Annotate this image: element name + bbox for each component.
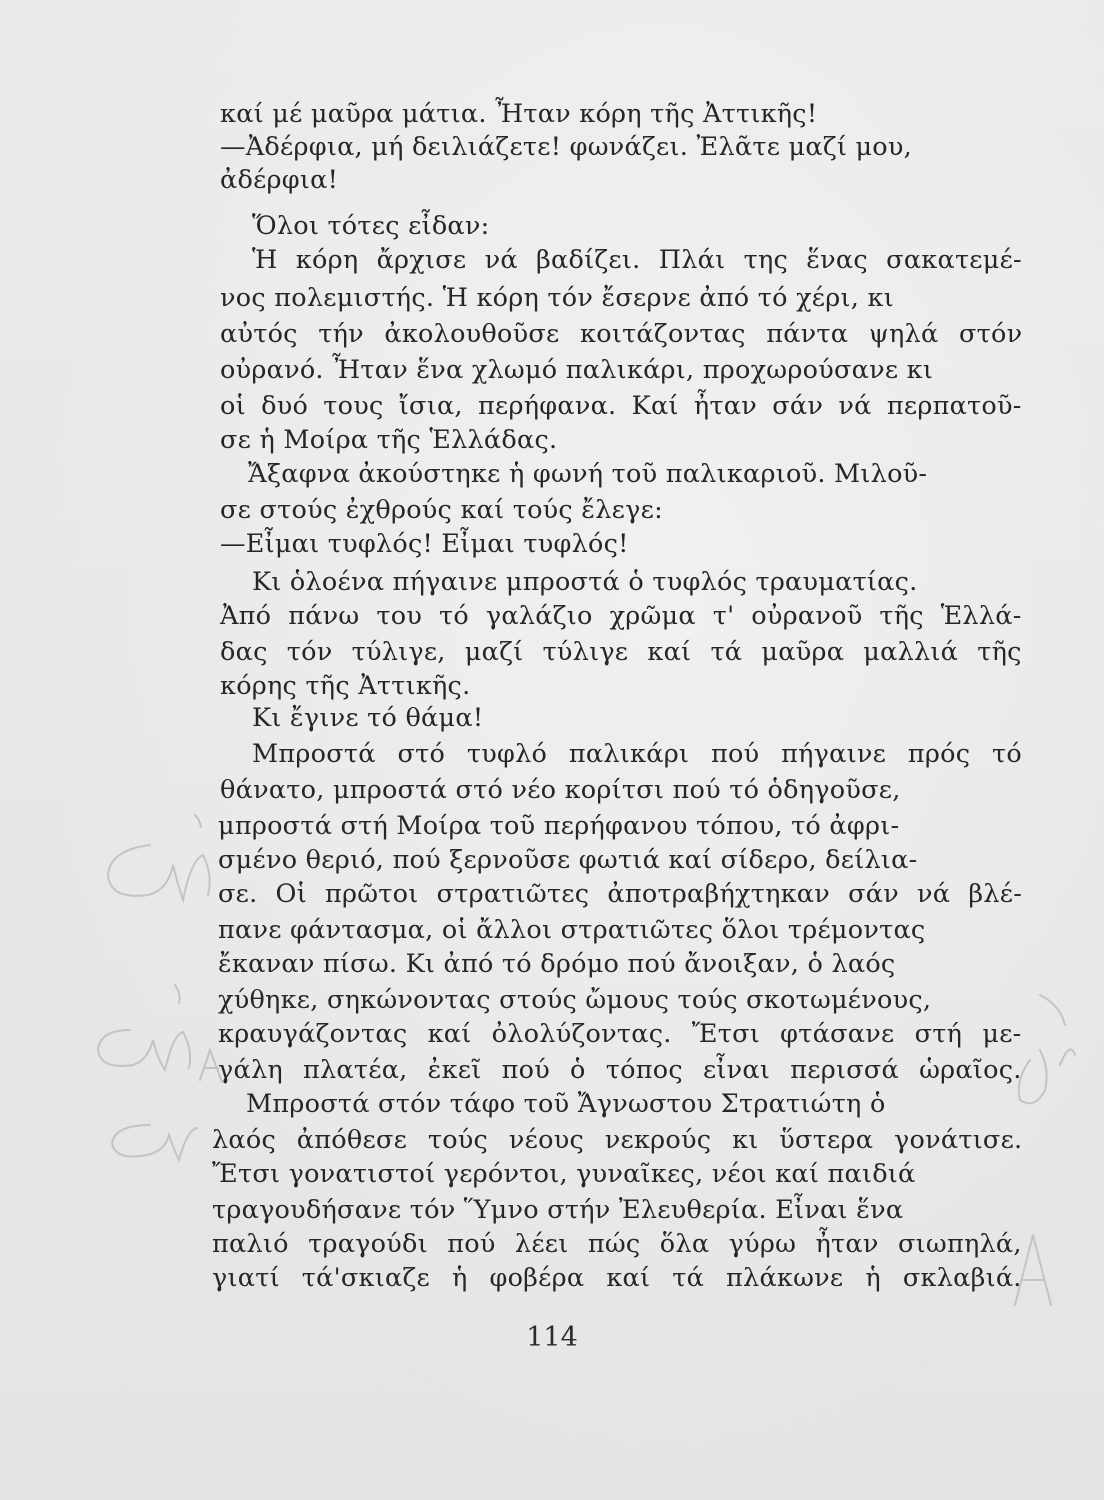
text-line: μπροστά στή Μοίρα τοῦ περήφανου τόπου, τό ἀφρι- — [218, 811, 900, 841]
text-line: —Ἀδέρφια, μή δειλιάζετε! φωνάζει. Ἐλᾶτε μαζί μου, — [220, 132, 913, 162]
text-line: θάνατο, μπροστά στό νέο κορίτσι πού τό ὁδηγοῦσε, — [220, 775, 901, 805]
pencil-mark-right-2 — [1040, 995, 1065, 1025]
text-line: Μπροστά στόν τάφο τοῦ Ἄγνωστου Στρατιώτη ὁ — [246, 1089, 886, 1119]
text-line: νος πολεμιστής. Ἡ κόρη τόν ἔσερνε ἀπό τό χέρι, κι — [220, 283, 894, 313]
text-line: ἔκαναν πίσω. Κι ἀπό τό δρόμο πού ἄνοιξαν, ὁ λαός — [218, 949, 896, 979]
text-line: Ἡ κόρη ἄρχισε νά βαδίζει. Πλάι της ἕνας σακατεμέ- — [252, 245, 1022, 275]
text-line: πανε φάντασμα, οἱ ἄλλοι στρατιῶτες ὅλοι τρέμοντας — [218, 915, 926, 945]
pencil-mark-right-3 — [1060, 1049, 1075, 1065]
text-line: Ἀπό πάνω του τό γαλάζιο χρῶμα τ' οὐρανοῦ τῆς Ἑλλά- — [220, 601, 1022, 631]
text-line: γάλη πλατέα, ἐκεῖ πού ὁ τόπος εἶναι περισσά ὡραῖος. — [218, 1055, 1022, 1085]
text-line: Κι ὁλοένα πήγαινε μπροστά ὁ τυφλός τραυματίας. — [252, 567, 918, 597]
pencil-mark-left-5 — [112, 1125, 197, 1160]
text-line: παλιό τραγούδι πού λέει πώς ὅλα γύρω ἦταν σιωπηλά, — [212, 1229, 1022, 1259]
text-line: Κι ἔγινε τό θάμα! — [252, 703, 484, 733]
pencil-mark-left-4 — [175, 985, 180, 1003]
text-line: γιατί τά'σκιαζε ἡ φοβέρα καί τά πλάκωνε ἡ σκλαβιά. — [212, 1263, 1022, 1293]
text-line: αὐτός τήν ἀκολουθοῦσε κοιτάζοντας πάντα ψηλά στόν — [220, 319, 1023, 349]
pencil-mark-left-2 — [195, 815, 201, 827]
pencil-mark-left-3 — [98, 1030, 190, 1070]
pencil-mark-right-1 — [1019, 1050, 1047, 1103]
text-line: Ἄξαφνα ἀκούστηκε ἡ φωνή τοῦ παλικαριοῦ. Μιλοῦ- — [248, 459, 928, 489]
text-line: —Εἶμαι τυφλός! Εἶμαι τυφλός! — [220, 529, 629, 559]
pencil-mark-left-1 — [108, 845, 210, 900]
page-number: 114 — [526, 1322, 578, 1353]
text-line: σε στούς ἐχθρούς καί τούς ἔλεγε: — [220, 495, 663, 525]
text-line: σε ἡ Μοίρα τῆς Ἑλλάδας. — [220, 425, 558, 455]
text-line: οἱ δυό τους ἴσια, περήφανα. Καί ἦταν σάν νά περπατοῦ- — [220, 391, 1022, 421]
text-line: καί μέ μαῦρα μάτια. Ἦταν κόρη τῆς Ἀττικῆς! — [220, 99, 818, 129]
text-line: σε. Οἱ πρῶτοι στρατιῶτες ἀποτραβήχτηκαν σάν νά βλέ- — [218, 879, 1023, 909]
text-line: τραγουδήσανε τόν Ὕμνο στήν Ἐλευθερία. Εἶναι ἕνα — [212, 1195, 904, 1225]
text-line: λαός ἀπόθεσε τούς νέους νεκρούς κι ὕστερα γονάτισε. — [212, 1125, 1023, 1155]
text-line: σμένο θεριό, πού ξερνοῦσε φωτιά καί σίδερο, δείλια- — [218, 845, 918, 875]
text-line: Μπροστά στό τυφλό παλικάρι πού πήγαινε πρός τό — [252, 739, 1022, 769]
text-line: κραυγάζοντας καί ὀλολύζοντας. Ἔτσι φτάσανε στή με- — [218, 1019, 1022, 1049]
text-line: Ἔτσι γονατιστοί γερόντοι, γυναῖκες, νέοι καί παιδιά — [212, 1159, 916, 1189]
text-line: ἀδέρφια! — [220, 165, 339, 195]
text-line: δας τόν τύλιγε, μαζί τύλιγε καί τά μαῦρα μαλλιά τῆς — [220, 637, 1022, 667]
text-line: χύθηκε, σηκώνοντας στούς ὤμους τούς σκοτωμένους, — [218, 985, 932, 1015]
text-line: κόρης τῆς Ἀττικῆς. — [220, 671, 471, 701]
text-line: οὐρανό. Ἦταν ἕνα χλωμό παλικάρι, προχωρούσανε κι — [220, 355, 934, 385]
text-line: Ὅλοι τότες εἶδαν: — [252, 211, 490, 241]
